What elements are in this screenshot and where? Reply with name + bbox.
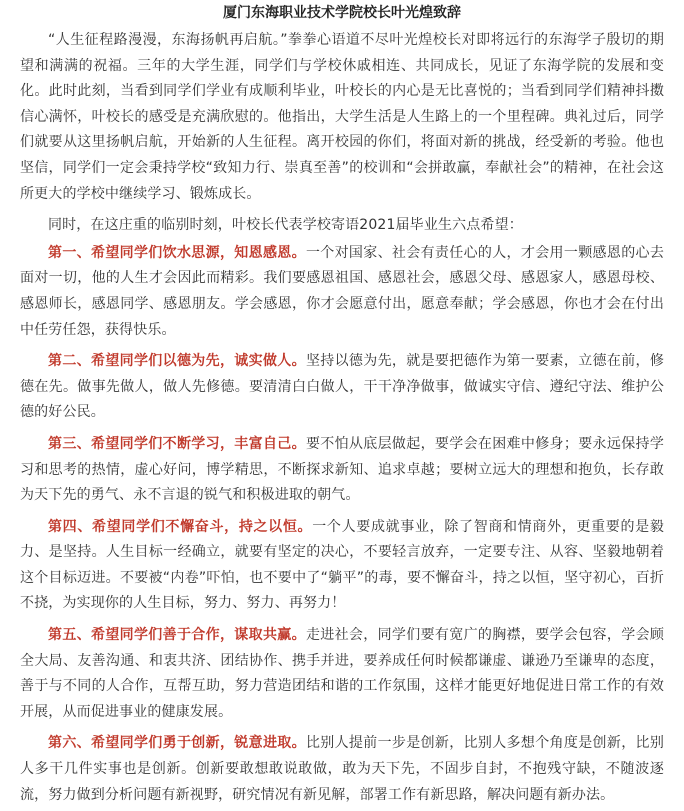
hope-heading-6: 第六、希望同学们勇于创新，锐意进取。 [48,735,306,752]
hope-heading-3: 第三、希望同学们不断学习，丰富自己。 [48,435,306,452]
hope-paragraph-3 [20,432,664,509]
hope-paragraph-6 [20,731,664,808]
hope-heading-4: 第四、希望同学们不懈奋斗，持之以恒。 [48,518,313,535]
intro-paragraph: “人生征程路漫漫，东海扬帆再启航。”拳拳心语道不尽叶光煌校长对即将远行的东海学子殷切的期望和满满的祝福。三年的大学生涯，同学们与学校休戚相连、共同成长，见证了东海学院的发展和变化。此时此刻，当看到同学们学业有成顺利毕业，叶校长的内心是无比喜悦的；当看到同学们精神抖擞信心满怀，叶校长的感受是充满欣慰的。他指出，大学生活是人生路上的一个里程碑。典礼过后，同学们就要从这里扬帆启航，开始新的人生征程。离开校园的你们，将面对新的挑战，经受新的考验。他也坚信，同学们一定会秉持学校“致知力行、崇真至善”的校训和“会拼敢赢，奉献社会”的精神，在社会这所更大的学校中继续学习、锻炼成长。 [20,32,664,202]
hope-paragraph-2 [20,349,664,426]
hope-paragraph-4 [20,515,664,617]
hope-body-1: 一个对国家、社会有责任心的人，才会用一颗感恩的心去面对一切，他的人生才会因此而精彩。我们要感恩祖国、感恩社会，感恩父母、感恩家人，感恩母校、感恩师长，感恩同学、感恩朋友。学会感恩，你才会愿意付出，愿意奉献；学会感恩，你也才会在付出中任劳任怨，获得快乐。 [20,244,664,338]
hope-body-4: 一个人要成就事业，除了智商和情商外，更重要的是毅力、是坚持。人生目标一经确立，就要有坚定的决心，不要轻言放弃，一定要专注、从容、坚毅地朝着这个目标迈进。不要被“内卷”吓怕，也不要中了“躺平”的毒，要不懈奋斗，持之以恒，坚守初心，百折不挠，为实现你的人生目标，努力、努力、再努力！ [20,518,664,612]
hope-paragraph-5 [20,623,664,725]
hope-body-5: 走进社会，同学们要有宽广的胸襟，要学会包容，学会顾全大局、友善沟通、和衷共济、团结协作、携手并进，要养成任何时候都谦虚、谦逊乃至谦卑的态度，善于与不同的人合作，互帮互助，努力营造团结和谐的工作氛围，这样才能更好地促进日常工作的有效开展，从而促进事业的健康发展。 [20,627,664,720]
hope-body-2: 坚持以德为先，就是要把德作为第一要素，立德在前，修德在先。做事先做人，做人先修德。要清清白白做人，干干净净做事，做诚实守信、遵纪守法、维护公德的好公民。 [20,353,664,421]
hope-heading-2: 第二、希望同学们以德为先，诚实做人。 [48,353,306,370]
hope-heading-1: 第一、希望同学们饮水思源，知恩感恩。 [48,244,306,261]
hope-paragraph-1 [20,241,664,343]
hope-body-6: 比别人提前一步是创新，比别人多想个角度是创新，比别人多干几件实事也是创新。创新要敢想敢说敢做，敢为天下先，不固步自封，不抱残守缺，不随波逐流，努力做到分析问题有新视野，研究情况有新见解，部署工作有新思路，解决问题有新办法。 [20,735,664,803]
hope-heading-5: 第五、希望同学们善于合作，谋取共赢。 [48,627,306,644]
article-title: 厦门东海职业技术学院校长叶光煌致辞 [223,5,461,21]
hope-body-3: 要不怕从底层做起，要学会在困难中修身；要永远保持学习和思考的热情，虚心好问，博学精思，不断探求新知、追求卓越；要树立远大的理想和抱负，长存敢为天下先的勇气、永不言退的锐气和积极进取的朝气。 [20,435,664,504]
hopes-intro-paragraph: 同时，在这庄重的临别时刻，叶校长代表学校寄语2021届毕业生六点希望： [48,217,523,234]
